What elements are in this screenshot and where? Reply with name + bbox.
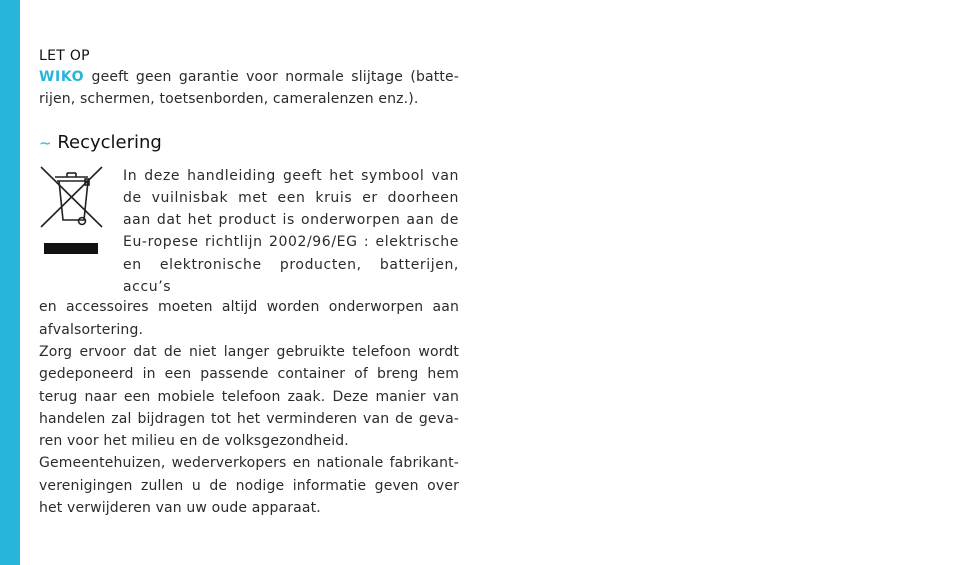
paragraph-recycling-wrapped: In deze handleiding geeft het symbool van de vuilnisbak met een kruis er doorheen aan dat het product is onderworpen aan de Eu-ropese richtlijn 2002/96/EG : elektrische en elektronische producten, batterijen, accu’s (123, 167, 459, 296)
notice-heading: LET OP (39, 48, 90, 64)
crossed-out-wheelie-bin-icon (39, 165, 123, 277)
paragraph-information: Gemeentehuizen, wederverkopers en nationale fabrikant-verenigingen zullen u de nodige informatie geven over het verwijderen van uw oude apparaat. (39, 455, 459, 517)
section-title-text: Recyclering (57, 131, 162, 153)
paragraph-recycling-rest: en accessoires moeten altijd worden onderworpen aan afvalsortering. (39, 299, 459, 338)
brand-name: WIKO (39, 69, 85, 85)
notice-paragraph (39, 66, 459, 111)
accent-side-bar (0, 0, 20, 565)
paragraph-disposal: Zorg ervoor dat de niet langer gebruikte telefoon wordt gedeponeerd in een passende container of breng hem terug naar een mobiele telefoon zaak. Deze manier van handelen zal bijdragen tot het verminderen van de geva-ren voor het milieu en de volksgezondheid. (39, 343, 459, 450)
page-content (39, 46, 459, 519)
section-title (39, 131, 459, 155)
section-tilde: ~ (39, 133, 52, 152)
recycling-block (39, 165, 459, 520)
notice-text: geeft geen garantie voor normale slijtage (batte-rijen, schermen, toetsenborden, cameralenzen enz.). (39, 69, 459, 108)
